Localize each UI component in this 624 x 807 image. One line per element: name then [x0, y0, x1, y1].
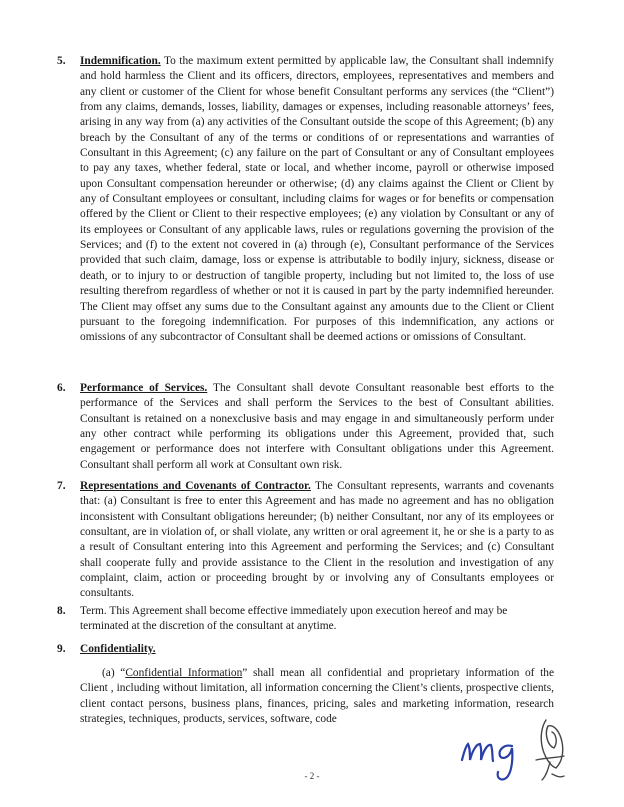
- section-indemnification: [57, 54, 554, 346]
- section-heading: Indemnification.: [80, 55, 161, 67]
- defined-term: Confidential Information: [125, 667, 243, 679]
- subsection-prefix: (a) “: [102, 667, 126, 679]
- section-body: The Consultant represents, warrants and covenants that: (a) Consultant is free to enter this Agreement and has made no agreement and has no obligation inconsistent with Consultant obligations hereunder; (b) neither Consultant, nor any of its employees or consultant, are in violation of, or shall violate, any written or oral agreement it, he or she is a party to as a result of Consultant entering into this Agreement and performing the Services; and (c) Consultant shall cooperate fully and provide assistance to the Client in the resolution and investigation of any complaint, claim, action or proceeding brought by or involving any of Consultants employees or consultants.: [80, 480, 554, 600]
- section-heading: Performance of Services.: [80, 382, 208, 394]
- page-number: - 2 -: [304, 771, 320, 781]
- section-heading: Confidentiality.: [80, 643, 156, 655]
- section-number: 9.: [57, 643, 66, 655]
- section-body: Term. This Agreement shall become effective immediately upon execution hereof and may be terminated at the discretion of the consultant at anytime.: [80, 605, 508, 633]
- section-performance-of-services: [57, 381, 554, 473]
- section-number: 6.: [57, 382, 66, 394]
- section-number: 8.: [57, 605, 66, 617]
- section-body: The Consultant shall devote Consultant reasonable best efforts to the performance of the Services and shall perform the Services to the best of Consultant abilities. Consultant is retained on a nonexclusive basis and may engage in and simultaneously perform under any other contract while performing its obligations under this Agreement, provided that, such engagement or performance does not interfere with Consultant obligations under this Agreement. Consultant shall perform all work at Consultant own risk.: [80, 382, 554, 471]
- section-confidentiality: [57, 642, 554, 657]
- section-body: To the maximum extent permitted by applicable law, the Consultant shall indemnify and hold harmless the Client and its officers, directors, employees, representatives and members and any client or customer of the Client for whose benefit Consultant performs any services (the “Client”) from any claims, demands, losses, liability, damages or expenses, including reasonable attorneys’ fees, arising in any way from (a) any activities of the Consultant outside the scope of this Agreement; (b) any breach by the Consultant of any of the terms or conditions of or representations and warranties of Consultant in this Agreement; (c) any failure on the part of Consultant or any of Consultant employees to pay any taxes, whether federal, state or local, and whether income, payroll or otherwise imposed upon Consultant compensation hereunder or otherwise; (d) any claims against the Client or Client by any of Consultant employees or consultant, including claims for wages or for benefits or compensation offered by the Client or Client to their respective employees; (e) any violation by Consultant or any of its employees or Consultant of any applicable laws, rules or regulations governing the provision of the Services; and (f) to the extent not covered in (a) through (e), Consultant performance of the Services provided that such claim, damage, loss or expense is attributable to bodily injury, sickness, disease or death, or to injury to or destruction of tangible property, including but not limited to, the loss of use resulting therefrom regardless of whether or not it is caused in part by the party indemnified hereunder. The Client may offset any sums due to the Consultant against any amounts due to the Client or Client pursuant to the foregoing indemnification. For purposes of this indemnification, any actions or omissions of any subcontractor of Consultant shall be deemed actions or omissions of Consultant.: [80, 55, 554, 344]
- section-representations-and-covenants: [57, 479, 554, 602]
- section-term: [57, 604, 554, 635]
- section-number: 5.: [57, 55, 66, 67]
- section-number: 7.: [57, 480, 66, 492]
- section-heading: Representations and Covenants of Contractor.: [80, 480, 311, 492]
- subsection-text: ” shall mean all confidential and proprietary information of the Client , including without limitation, all information concerning the Client’s clients, prospective clients, client contact persons, business plans, finances, pricing, sales and marketing information, research strategies, techniques, products, services, software, code: [80, 667, 555, 726]
